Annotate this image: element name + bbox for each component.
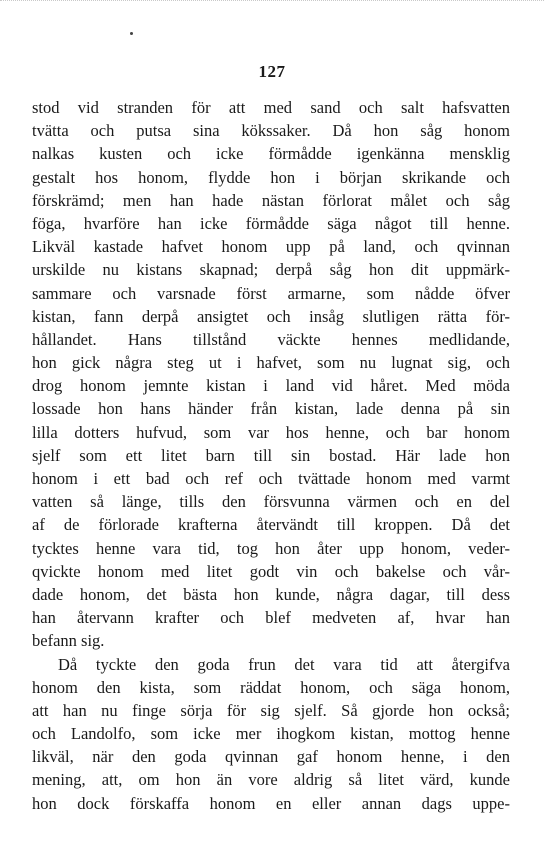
text-line: tvätta och putsa sina kökssaker. Då hon såg honom [32,121,510,141]
text-line: qvickte honom med litet godt vin och bakelse och vår- [32,561,510,581]
text-line: sammare och varsnade först armarne, som nådde öfver [32,283,510,303]
text-line: hållandet. Hans tillstånd väckte hennes medlidande, [32,329,510,349]
text-line: stod vid stranden för att med sand och salt hafsvatten [32,98,510,117]
text-line: Likväl kastade hafvet honom upp på land, och qvinnan [32,237,510,257]
text-line: föga, hvarföre han icke förmådde säga något till henne. [32,213,510,233]
paragraph-2 [32,653,510,815]
text-line: lilla dotters hufvud, som var hos henne, och bar honom [32,422,510,442]
text-line: dade honom, det bästa hon kunde, några dagar, till dess [32,584,510,604]
page-top-edge [0,0,544,5]
text-line: gestalt hos honom, flydde hon i början skrikande och [32,167,510,187]
text-line: förskrämd; men han hade nästan förlorat målet och såg [32,190,510,210]
text-line: urskilde nu kistans skapnad; derpå såg hon dit uppmärk- [32,260,510,280]
text-line: sjelf som ett litet barn till sin bostad. Här lade hon [32,445,510,465]
text-line: drog honom jemnte kistan i land vid håret. Med möda [32,376,510,396]
ink-speck [130,32,133,35]
paragraph-1 [32,96,510,653]
text-line: han återvann krafter och blef medveten af, hvar han [32,608,510,628]
text-line: honom i ett bad och ref och tvättade honom med varmt [32,469,510,488]
text-line: kistan, fann derpå ansigtet och insåg slutligen rätta för- [32,306,510,326]
text-line: af de förlorade krafterna återvändt till kroppen. Då det [32,515,510,535]
text-line: och Landolfo, som icke mer ihogkom kistan, mottog henne [32,724,510,744]
text-line: befann sig. [32,631,105,651]
text-line: likväl, när den goda qvinnan gaf honom henne, i den [32,747,510,767]
text-line: vatten så länge, tills den försvunna värmen och en del [32,492,510,512]
text-line: tycktes henne vara tid, tog hon åter upp honom, veder- [32,538,510,558]
text-line: nalkas kusten och icke förmådde igenkänna mensklig [32,144,510,164]
text-line: hon dock förskaffa honom en eller annan dags uppe- [32,793,510,813]
body-text [32,96,510,815]
text-line: honom den kista, som räddat honom, och säga honom, [32,677,510,697]
text-line: mening, att, om hon än vore aldrig så litet värd, kunde [32,770,510,790]
text-line: hon gick några steg ut i hafvet, som nu lugnat sig, och [32,353,510,373]
text-line: att han nu finge sörja för sig sjelf. Så gjorde hon också; [32,700,510,720]
page-number: 127 [258,62,286,81]
text-line: Då tyckte den goda frun det vara tid att återgifva [58,654,510,674]
text-line: lossade hon hans händer från kistan, lade denna på sin [32,399,510,419]
